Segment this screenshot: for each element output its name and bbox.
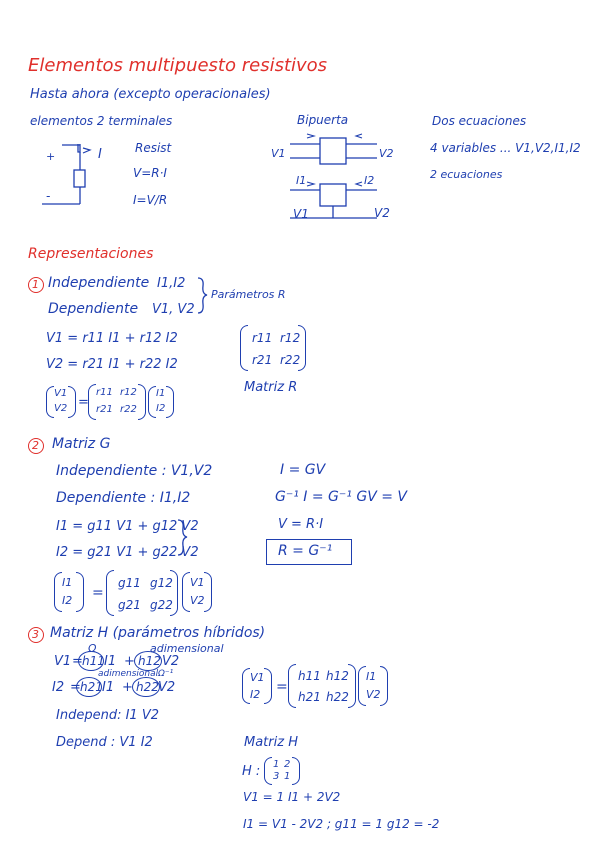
- s3-eqsign: =: [276, 679, 288, 695]
- page-title: Elementos multipuesto resistivos: [28, 55, 328, 76]
- s1-matriz-r: Matriz R: [244, 380, 298, 395]
- i-equation: I=V/R: [133, 193, 168, 207]
- s2-boxed-text: R = G⁻¹: [278, 543, 333, 559]
- s2-g-matrix: g11 g12 g21 g22: [106, 570, 178, 616]
- bipuerta-v2-bottom: V2: [374, 206, 390, 220]
- s1-independiente: Independiente: [48, 275, 150, 291]
- bipuerta-v1-bottom: V1: [293, 207, 309, 221]
- section-2-num: 2: [32, 439, 39, 452]
- s1-brace-label: Parámetros R: [211, 288, 286, 301]
- s2-eq1: I1 = g11 V1 + g12 V2: [56, 519, 199, 534]
- section-3-num: 3: [32, 628, 39, 641]
- resist-label: Resist: [135, 141, 172, 155]
- s1-dep-vars: V1, V2: [152, 302, 195, 317]
- s1-eq2: V2 = r21 I1 + r22 I2: [46, 357, 178, 372]
- s2-title: Matriz G: [52, 436, 111, 452]
- s3-row1-plus: +: [124, 654, 135, 669]
- s3-row2-plus: +: [122, 680, 133, 695]
- s1-r-matrix: r11 r12 r21 r22: [240, 325, 306, 371]
- section-1-num: 1: [32, 278, 39, 291]
- s3-matriz-h: Matriz H: [244, 735, 298, 750]
- s2-eq2: I2 = g21 V1 + g22 V2: [56, 545, 199, 560]
- dos-ec-note: 2 ecuaciones: [430, 168, 503, 181]
- s3-row1-v2: V2: [162, 654, 180, 669]
- s3-row2-i2: I2: [52, 680, 65, 695]
- s3-depend: Depend : V1 I2: [56, 735, 153, 750]
- s2-eq-ig: I = GV: [280, 462, 326, 478]
- s1-eqsign: =: [78, 395, 89, 410]
- s3-eq-i1: I1 = V1 - 2V2 ; g11 = 1 g12 = -2: [243, 817, 440, 831]
- s3-h22: h22: [136, 680, 159, 694]
- s3-row1-eq: =: [72, 654, 83, 669]
- s2-eq-ginv: G⁻¹ I = G⁻¹ GV = V: [275, 489, 407, 505]
- s1-indep-vars: I1,I2: [157, 276, 186, 291]
- s3-row1-v1: V1: [54, 654, 72, 669]
- s2-eqsign: =: [92, 585, 104, 601]
- s3-independ: Independ: I1 V2: [56, 708, 159, 723]
- s2-brace: [176, 518, 188, 558]
- s3-lhs-vector: V1 I2: [242, 668, 272, 704]
- s1-rhs-vector: I1 I2: [148, 386, 174, 418]
- s3-ohm-inv: Ω⁻¹: [158, 669, 174, 679]
- s1-brace: [196, 276, 208, 316]
- s3-h-label: H :: [242, 764, 261, 779]
- dos-ecuaciones: Dos ecuaciones: [432, 114, 527, 128]
- s3-title: Matriz H (parámetros híbridos): [50, 625, 266, 641]
- s3-row2-i1: I1: [102, 680, 115, 695]
- bipuerta-i1: I1: [296, 174, 307, 187]
- s3-row2-v2: V2: [158, 680, 176, 695]
- s1-r-matrix-inline: r11 r12 r21 r22: [88, 384, 146, 420]
- s1-dependiente: Dependiente: [48, 301, 139, 317]
- s3-h12: h12: [138, 654, 161, 668]
- plus-sign: +: [46, 150, 56, 163]
- s2-vri: V = R·I: [278, 517, 324, 532]
- s2-dep: Dependiente : I1,I2: [56, 490, 191, 506]
- elementos-label: elementos 2 terminales: [30, 114, 173, 128]
- s2-indep: Independiente : V1,V2: [56, 463, 213, 479]
- s3-adimensional-top: adimensional: [150, 642, 224, 655]
- bipuerta-v1: V1: [271, 147, 286, 160]
- bipuerta-label: Bipuerta: [297, 113, 349, 127]
- s1-eq1: V1 = r11 I1 + r12 I2: [46, 331, 178, 346]
- s3-omega: Ω: [88, 642, 97, 655]
- minus-sign: -: [46, 189, 51, 203]
- s2-rhs-vector: V1 V2: [182, 572, 212, 612]
- s3-h11: h11: [82, 654, 105, 668]
- s3-h21: h21: [80, 680, 103, 694]
- s3-row2-eq: =: [70, 680, 81, 695]
- bipuerta-v2: V2: [379, 147, 394, 160]
- s3-eq-v1: V1 = 1 I1 + 2V2: [243, 790, 341, 804]
- s3-row1-i1: I1: [104, 654, 117, 669]
- v-equation: V=R·I: [133, 166, 167, 180]
- s1-lhs-vector: V1 V2: [46, 386, 76, 418]
- s3-rhs-vector: I1 V2: [358, 666, 388, 706]
- current-label: I: [98, 147, 102, 162]
- s2-lhs-vector: I1 I2: [54, 572, 84, 612]
- bipuerta-diagram-top: [282, 130, 392, 170]
- variables-text: 4 variables ... V1,V2,I1,I2: [430, 141, 581, 155]
- intro-text: Hasta ahora (excepto operacionales): [30, 87, 271, 102]
- s3-adimensional-low: adimensional: [98, 669, 159, 679]
- section-heading: Representaciones: [28, 246, 154, 262]
- bipuerta-i2: I2: [364, 174, 375, 187]
- s3-h-matrix: h11 h12 h21 h22: [288, 664, 356, 708]
- s3-h-values: 1 2 3 1: [264, 757, 300, 785]
